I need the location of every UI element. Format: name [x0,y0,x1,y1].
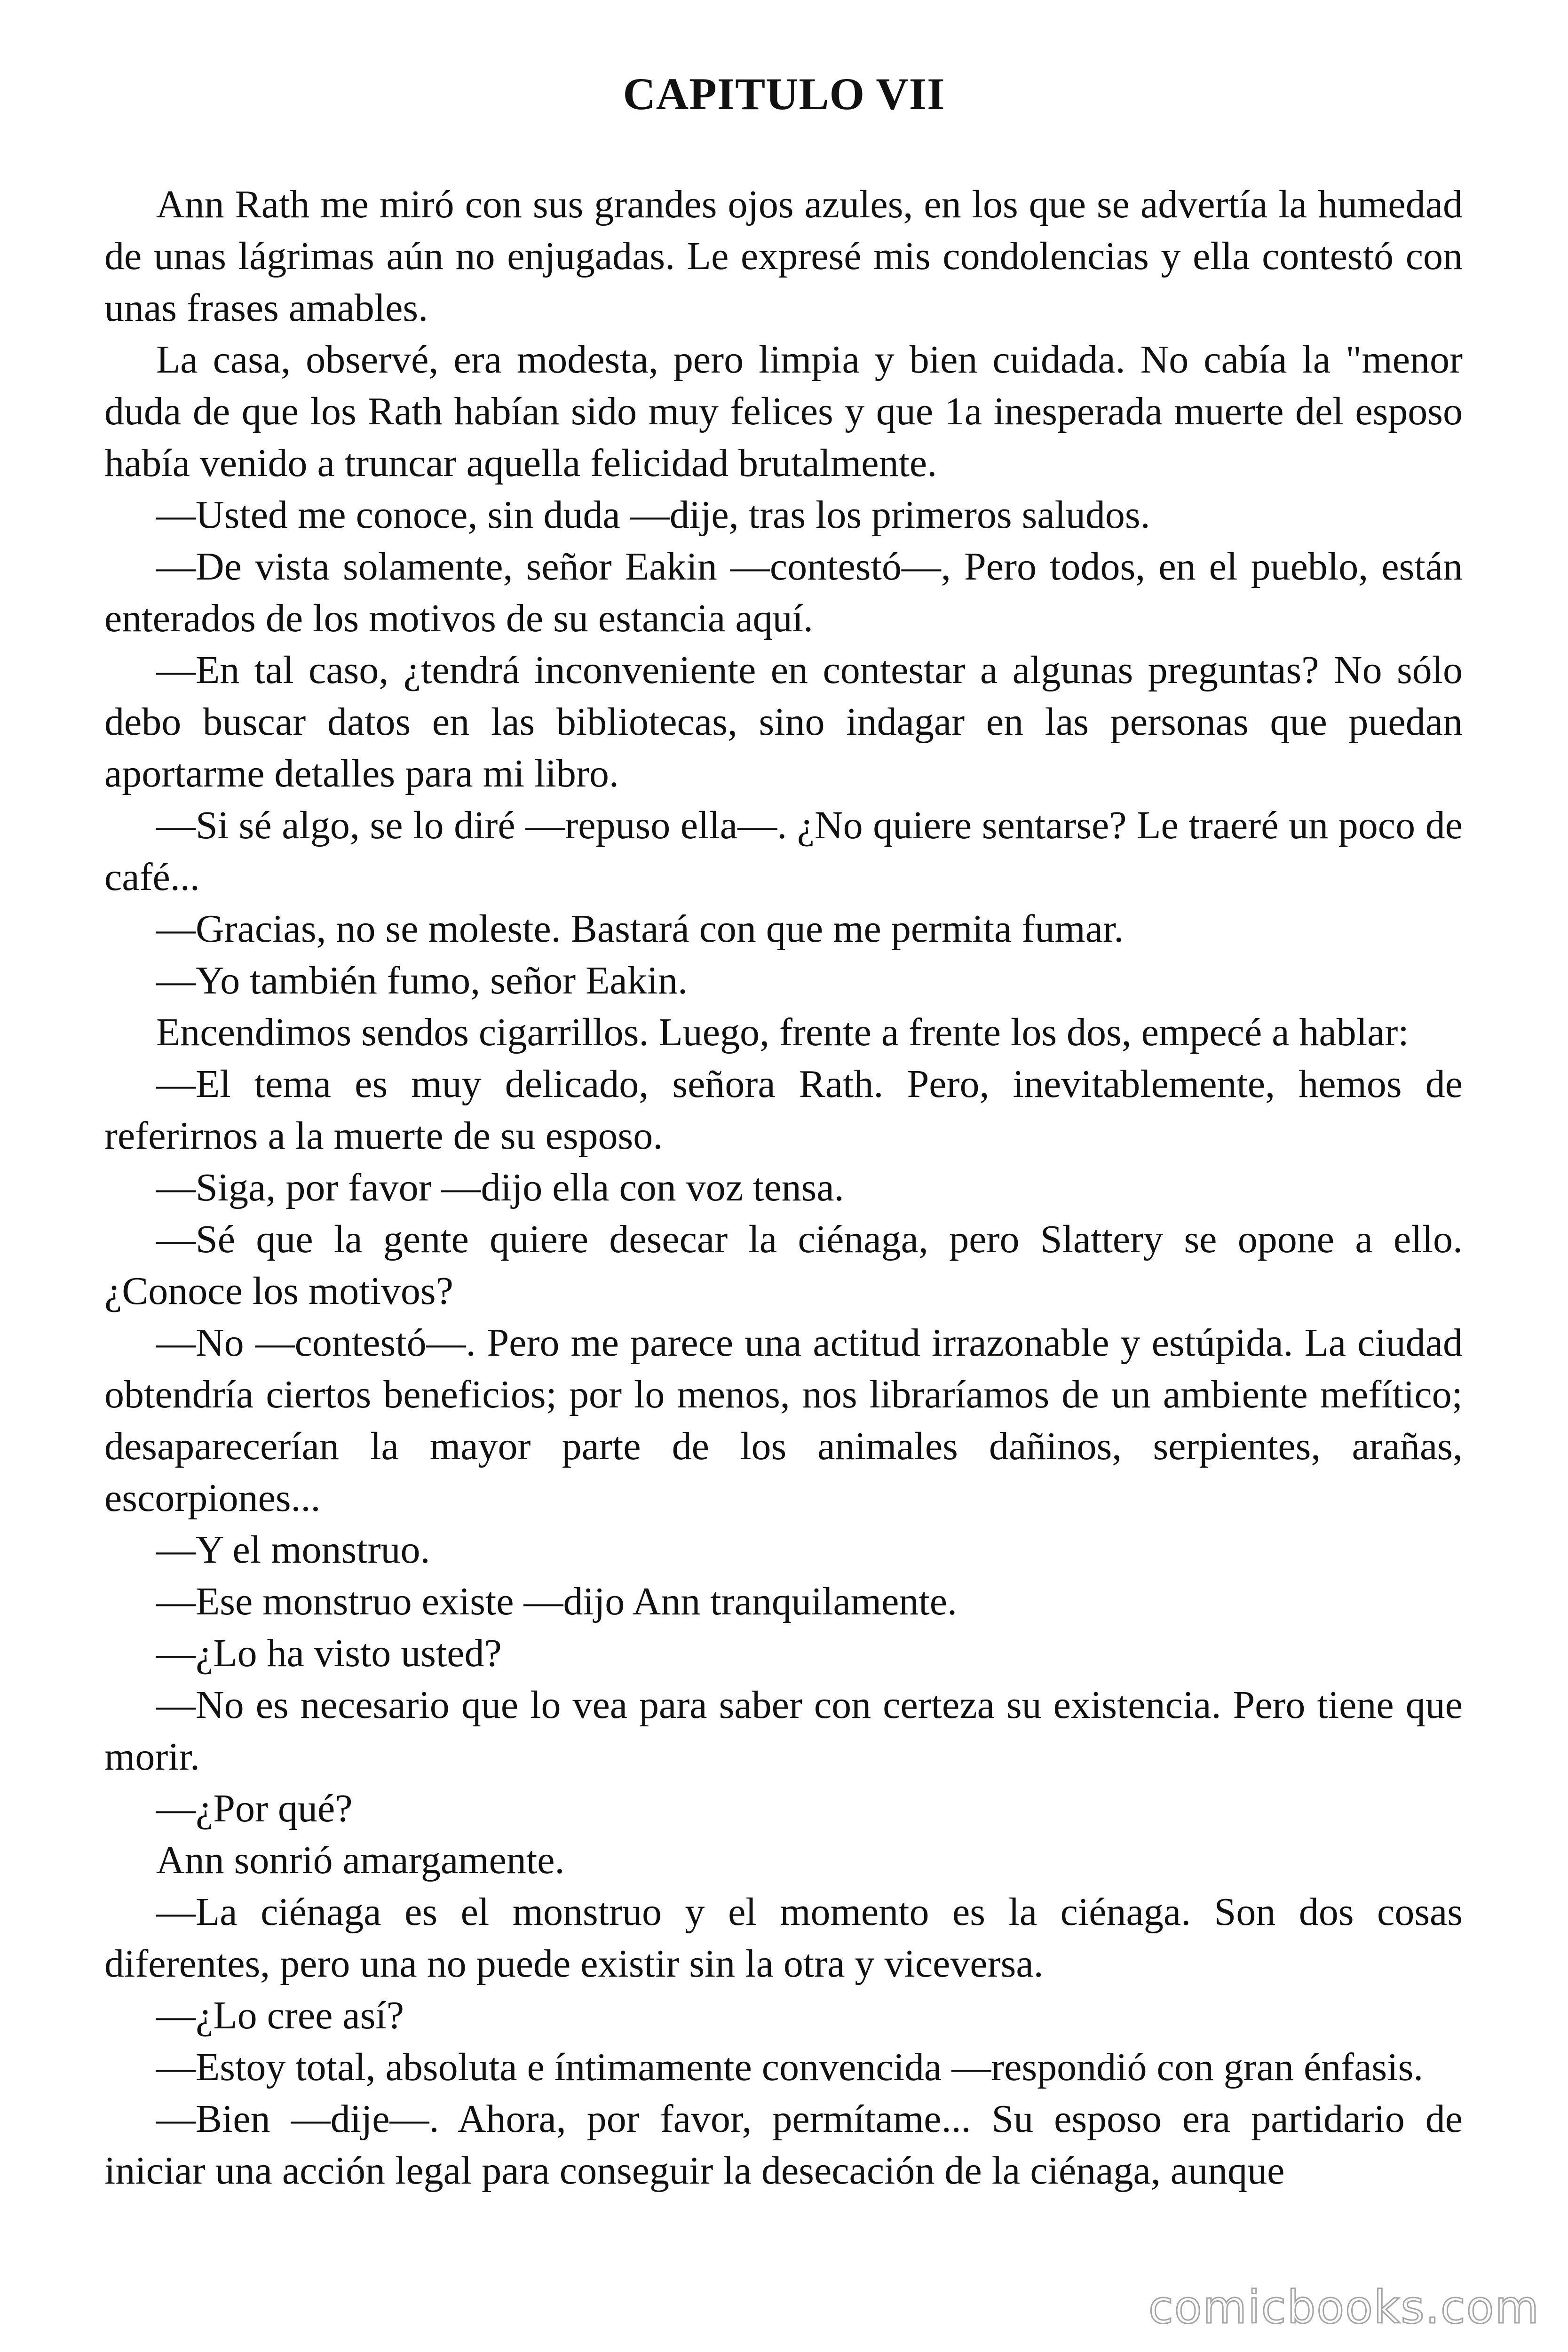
paragraph: —Yo también fumo, señor Eakin. [156,959,688,1002]
paragraph: Ann sonrió amargamente. [156,1838,565,1882]
paragraph: —El tema es muy delicado, señora Rath. Pero, inevitablemente, hemos de referirnos a la muerte de su esposo. [104,1062,1463,1158]
chapter-title: CAPITULO VII [623,69,945,119]
paragraph: —Siga, por favor —dijo ella con voz tensa. [156,1166,844,1209]
paragraph: —En tal caso, ¿tendrá inconveniente en contestar a algunas preguntas? No sólo debo buscar datos en las bibliotecas, sino indagar en las personas que puedan aportarme detalles para mi libro. [104,648,1463,795]
paragraph: —Ese monstruo existe —dijo Ann tranquilamente. [156,1580,958,1623]
watermark: comicbooks.com [1148,2281,1540,2334]
paragraph: —¿Por qué? [156,1787,353,1830]
paragraph: —La ciénaga es el monstruo y el momento es la ciénaga. Son dos cosas diferentes, pero una no puede existir sin la otra y viceversa. [104,1890,1463,1986]
paragraph: —Y el monstruo. [156,1528,430,1572]
paragraph: —¿Lo ha visto usted? [156,1631,502,1675]
chapter-body [104,179,1463,2197]
paragraph: —Gracias, no se moleste. Bastará con que me permita fumar. [156,907,1124,951]
paragraph: —De vista solamente, señor Eakin —contestó—, Pero todos, en el pueblo, están enterados de los motivos de su estancia aquí. [104,545,1463,640]
paragraph: —¿Lo cree así? [156,1994,404,2037]
paragraph: —Usted me conoce, sin duda —dije, tras los primeros saludos. [156,493,1150,537]
paragraph: Ann Rath me miró con sus grandes ojos azules, en los que se advertía la humedad de unas lágrimas aún no enjugadas. Le expresé mis condolencias y ella contestó con unas frases amables. [104,183,1463,330]
paragraph: —Bien —dije—. Ahora, por favor, permítame... Su esposo era partidario de iniciar una acción legal para conseguir la desecación de la ciénaga, aunque [104,2097,1463,2193]
paragraph: —Sé que la gente quiere desecar la ciénaga, pero Slattery se opone a ello. ¿Conoce los motivos? [104,1217,1463,1313]
paragraph: La casa, observé, era modesta, pero limpia y bien cuidada. No cabía la "menor duda de que los Rath habían sido muy felices y que 1a inesperada muerte del esposo había venido a truncar aquella felicidad brutalmente. [104,338,1463,485]
paragraph: —Si sé algo, se lo diré —repuso ella—. ¿No quiere sentarse? Le traeré un poco de café... [104,803,1463,899]
paragraph: —No —contestó—. Pero me parece una actitud irrazonable y estúpida. La ciudad obtendría ciertos beneficios; por lo menos, nos libraríamos de un ambiente mefítico; desaparecerían la mayor parte de los animales dañinos, serpientes, arañas, escorpiones... [104,1321,1463,1520]
paragraph: Encendimos sendos cigarrillos. Luego, frente a frente los dos, empecé a hablar: [156,1010,1409,1054]
paragraph: —No es necesario que lo vea para saber con certeza su existencia. Pero tiene que morir. [104,1683,1463,1779]
paragraph: —Estoy total, absoluta e íntimamente convencida —respondió con gran énfasis. [156,2045,1424,2089]
